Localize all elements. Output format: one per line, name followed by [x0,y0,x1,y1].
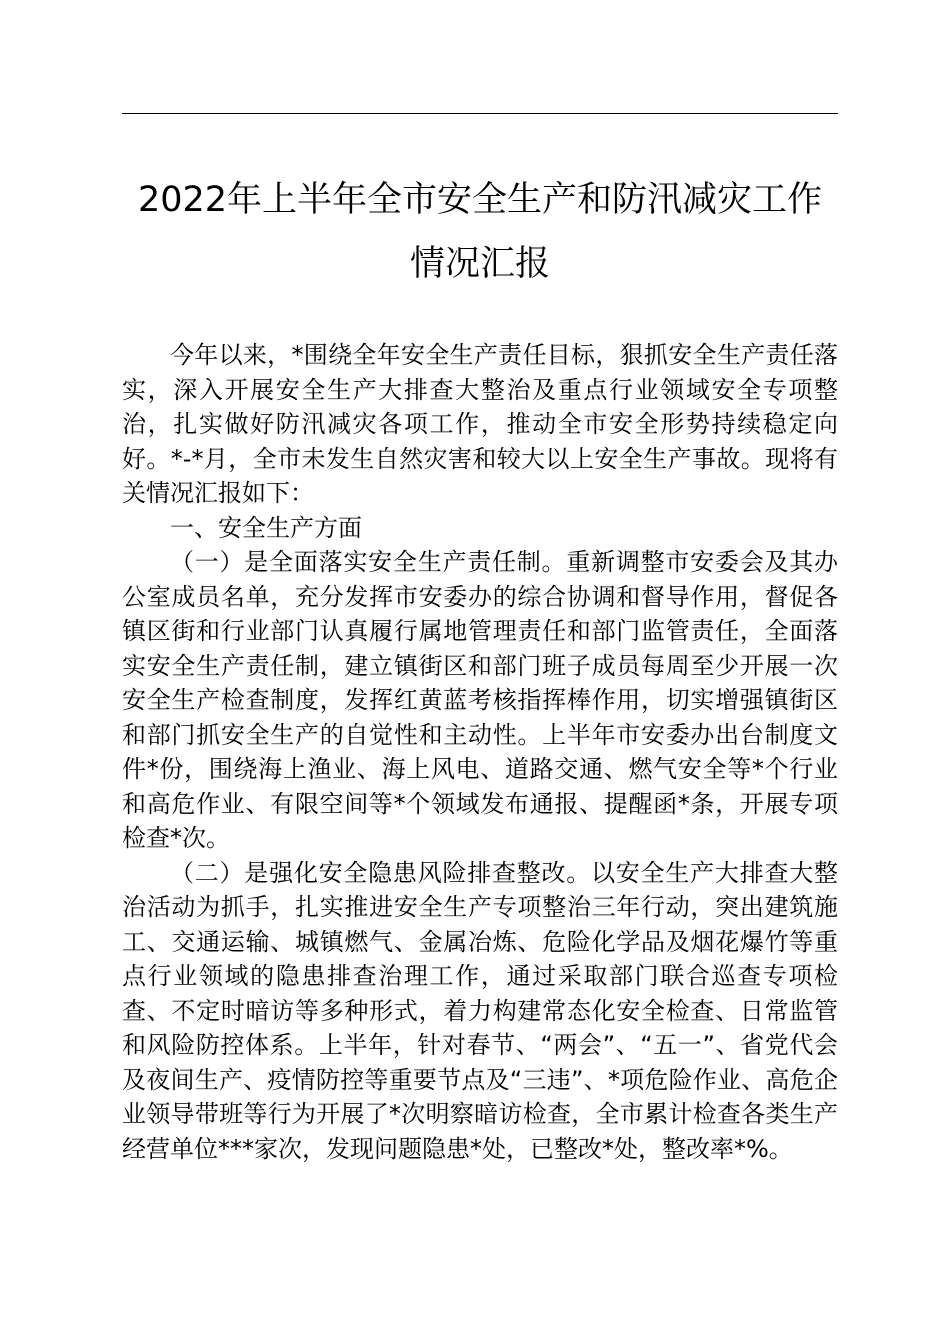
paragraph-responsibility: （一）是全面落实安全生产责任制。重新调整市安委会及其办公室成员名单，充分发挥市安委办的综合协调和督导作用，督促各镇区街和行业部门认真履行属地管理责任和部门监管责任，全面落实安全生产责任制，建立镇街区和部门班子成员每周至少开展一次安全生产检查制度，发挥红黄蓝考核指挥棒作用，切实增强镇街区和部门抓安全生产的自觉性和主动性。上半年市安委办出台制度文件*份，围绕海上渔业、海上风电、道路交通、燃气安全等*个行业和高危作业、有限空间等*个领域发布通报、提醒函*条，开展专项检查*次。 [122,548,838,852]
paragraph-hazard-inspection: （二）是强化安全隐患风险排查整改。以安全生产大排查大整治活动为抓手，扎实推进安全生产专项整治三年行动，突出建筑施工、交通运输、城镇燃气、金属冶炼、危险化学品及烟花爆竹等重点行业领域的隐患排查治理工作，通过采取部门联合巡查专项检查、不定时暗访等多种形式，着力构建常态化安全检查、日常监管和风险防控体系。上半年，针对春节、“两会”、“五一”、省党代会及夜间生产、疫情防控等重要节点及“三违”、*项危险作业、高危企业领导带班等行为开展了*次明察暗访检查，全市累计检查各类生产经营单位***家次，发现问题隐患*处，已整改*处，整改率*%。 [122,858,838,1163]
document-title: 2022年上半年全市安全生产和防汛减灾工作情况汇报 [137,180,823,284]
header-rule [122,113,838,114]
section-heading-safety: 一、安全生产方面 [170,513,362,542]
intro-paragraph: 今年以来，*围绕全年安全生产责任目标，狠抓安全生产责任落实，深入开展安全生产大排查大整治及重点行业领域安全专项整治，扎实做好防汛减灾各项工作，推动全市安全形势持续稳定向好。*-*月，全市未发生自然灾害和较大以上安全生产事故。现将有关情况汇报如下： [122,341,838,507]
document-body [122,338,838,1166]
